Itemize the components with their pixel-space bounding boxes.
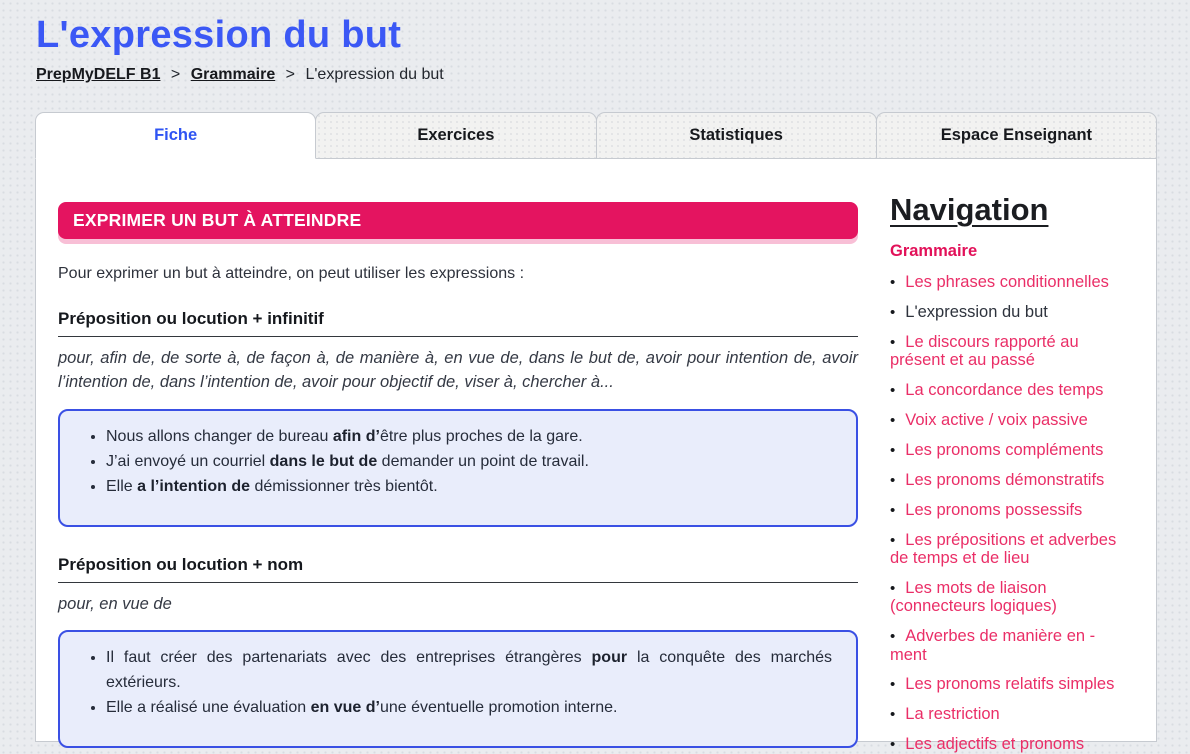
bullet-icon: • xyxy=(890,736,896,754)
tab-label: Exercices xyxy=(417,125,495,144)
nav-item[interactable] xyxy=(890,579,1130,616)
bullet-icon: • xyxy=(890,706,896,724)
intro-text: Pour exprimer un but à atteindre, on peut utiliser les expressions : xyxy=(58,264,525,282)
nav-item-label: Voix active / voix passive xyxy=(905,410,1088,429)
example-box xyxy=(58,630,858,748)
nav-item-label: Les mots de liaison (connecteurs logiques) xyxy=(890,578,1057,616)
nav-item[interactable] xyxy=(890,501,1130,520)
nav-item[interactable] xyxy=(890,333,1130,370)
nav-item[interactable] xyxy=(890,705,1130,724)
section-heading: Préposition ou locution + nom xyxy=(58,555,858,583)
nav-item[interactable] xyxy=(890,273,1130,292)
tab-label: Statistiques xyxy=(689,125,783,144)
example-item: • J’ai envoyé un courriel dans le but de demander un point de travail. xyxy=(106,449,832,474)
example-box xyxy=(58,409,858,527)
content-wrapper xyxy=(35,112,1157,754)
navigation-list xyxy=(890,273,1130,754)
navigation-category: Grammaire xyxy=(890,241,978,260)
breadcrumb-link-home[interactable]: PrepMyDELF B1 xyxy=(36,65,161,83)
bullet-icon: • xyxy=(890,501,896,519)
nav-item[interactable] xyxy=(890,675,1130,694)
bullet-icon: • xyxy=(890,441,896,459)
bullet-icon: • xyxy=(890,381,896,399)
breadcrumb-separator: > xyxy=(285,65,296,83)
breadcrumb-current: L'expression du but xyxy=(305,65,444,83)
nav-item-label: Le discours rapporté au présent et au passé xyxy=(890,332,1079,370)
breadcrumb-separator: > xyxy=(170,65,181,83)
tab[interactable] xyxy=(876,112,1157,159)
nav-item-label: Les prépositions et adverbes de temps et de lieu xyxy=(890,530,1117,568)
nav-item[interactable] xyxy=(890,381,1130,400)
nav-item-label: Les phrases conditionnelles xyxy=(905,272,1109,291)
expressions-list: pour, en vue de xyxy=(58,594,172,613)
lesson-banner: EXPRIMER UN BUT À ATTEINDRE xyxy=(58,202,858,239)
nav-item-label: Les pronoms possessifs xyxy=(905,500,1083,519)
nav-item-label: La concordance des temps xyxy=(905,380,1104,399)
nav-item[interactable] xyxy=(890,303,1130,322)
tab[interactable] xyxy=(315,112,596,159)
nav-item[interactable] xyxy=(890,441,1130,460)
bullet-icon: • xyxy=(890,579,896,597)
nav-item[interactable] xyxy=(890,735,1130,754)
section-infinitif xyxy=(58,309,858,527)
page-title: L'expression du but xyxy=(36,14,402,56)
example-list xyxy=(70,424,832,499)
example-list xyxy=(70,645,832,720)
tab[interactable] xyxy=(35,112,316,159)
content-panel xyxy=(35,159,1157,754)
example-item: • Nous allons changer de bureau afin d’être plus proches de la gare. xyxy=(106,424,832,449)
bullet-icon: • xyxy=(890,333,896,351)
nav-item[interactable] xyxy=(890,531,1130,568)
tab-label: Espace Enseignant xyxy=(940,125,1093,144)
nav-item-label: Adverbes de manière en -ment xyxy=(890,627,1096,664)
navigation-sidebar xyxy=(858,159,1128,754)
page-header xyxy=(0,0,1190,84)
section-heading: Préposition ou locution + infinitif xyxy=(58,309,858,337)
tab[interactable] xyxy=(596,112,877,159)
breadcrumb-link-section[interactable]: Grammaire xyxy=(190,65,276,83)
nav-item[interactable] xyxy=(890,411,1130,430)
bullet-icon: • xyxy=(890,273,896,291)
bullet-icon: • xyxy=(890,471,896,489)
main-content xyxy=(36,159,858,741)
breadcrumb xyxy=(36,66,1190,84)
navigation-title: Navigation xyxy=(890,191,1049,227)
example-item: • Elle a réalisé une évaluation en vue d’une éventuelle promotion interne. xyxy=(106,695,832,720)
section-nom xyxy=(58,555,858,749)
nav-item-label: Les pronoms compléments xyxy=(905,440,1104,459)
bullet-icon: • xyxy=(890,411,896,429)
nav-item[interactable] xyxy=(890,471,1130,490)
example-item: • Elle a l’intention de démissionner très bientôt. xyxy=(106,474,832,499)
tab-label: Fiche xyxy=(154,125,198,144)
example-item: • Il faut créer des partenariats avec des entreprises étrangères pour la conquête des marchés extérieurs. xyxy=(106,645,832,695)
bullet-icon: • xyxy=(890,628,896,646)
bullet-icon: • xyxy=(890,676,896,694)
nav-item[interactable] xyxy=(890,627,1130,664)
nav-item-label: Les pronoms démonstratifs xyxy=(905,470,1105,489)
nav-item-label: Les pronoms relatifs simples xyxy=(905,675,1115,694)
nav-item-label: L'expression du but xyxy=(905,302,1048,321)
bullet-icon: • xyxy=(890,531,896,549)
tab-bar xyxy=(35,112,1157,159)
nav-item-label: La restriction xyxy=(905,705,1000,724)
expressions-list: pour, afin de, de sorte à, de façon à, de manière à, en vue de, dans le but de, avoir pour intention de, avoir l’intention de, dans l’intention de, avoir pour objectif de, viser à, chercher à... xyxy=(58,348,858,391)
bullet-icon: • xyxy=(890,303,896,321)
nav-item-label: Les adjectifs et pronoms xyxy=(905,735,1085,754)
